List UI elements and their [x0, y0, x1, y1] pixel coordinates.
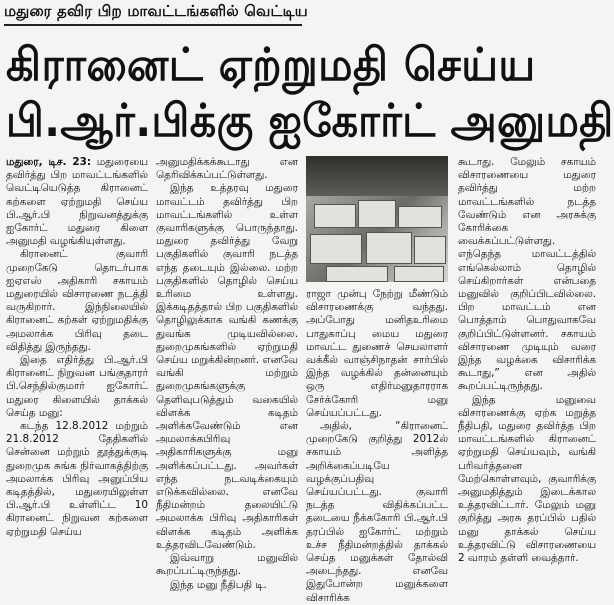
kicker-underline	[4, 24, 302, 26]
kicker: மதுரை தவிர பிற மாவட்டங்களில் வெட்டிய	[4, 2, 308, 20]
paragraph: ராஜா முன்பு நேற்று மீண்டும் விசாரணைக்கு வந்தது. அப்போது மனிதஉரிமை பாதுகாப்பு மைய மதுரை மாவட்ட துணைச் செயலாளர் வக்கீல் வாஞ்சிநாதன் சார்பில் இந்த வழக்கில் தன்னையும் ஒரு எதிர்மனுதாரராக சேர்க்கோரி மனு செய்யப்பட்டது.	[306, 288, 448, 419]
headline-line-1: கிரானைட் ஏற்றுமதி செய்ய	[6, 38, 536, 91]
column-1	[6, 156, 148, 572]
paragraph: இந்த மனு நீதிபதி டி.	[170, 578, 267, 591]
column-2	[156, 156, 298, 591]
column-4	[458, 156, 596, 572]
article-body	[6, 156, 596, 604]
paragraph: கூடாது. மேலும் சகாயம் விசாரணையை மதுரை தவிர்த்து மற்ற மாவட்டங்களில் நடத்த வேண்டும் என அரசுக்கு கோரிக்கை வைக்கப்பட்டுள்ளது. எந்தெந்த மாவட்டத்தில் எங்கெல்லாம் தொழில் செய்கிறார்கள் என்பதை மனுவில் குறிப்பிடவில்லை. பிற மாவட்டம் என பொத்தாம் பொதுவாகவே குறிப்பிட்டுள்ளனர். சகாயம் விசாரணை முடியும் வரை இந்த வழக்கை விசாரிக்க கூடாது,” என அதில் கூறப்பட்டிருந்தது.	[458, 156, 596, 393]
paragraph: இந்த உத்தரவு மதுரை மாவட்டம் தவிர்த்து பிற மாவட்டங்களில் உள்ள குவாரிகளுக்கு பொருந்தாது. மதுரை தவிர்த்து வேறு பகுதிகளில் குவாரி நடத்த எந்த தடையும் இல்லை. மற்ற பகுதிகளில் தொழில் செய்ய உரிமை உள்ளது. இக்கடிதத்தால் பிற பகுதிகளில் தொழிலுக்காக வங்கி கணக்கு துவங்க முடியவில்லை. துறைமுகங்களில் ஏற்றுமதி செய்ய மறுக்கின்றனர். எனவே வங்கி மற்றும் துறைமுகங்களுக்கு தெளிவுபடுத்தும் வகையில் விளக்க கடிதம் அளிக்கவேண்டும் என அமலாக்கபிரிவு அதிகாரிகளுக்கு மனு அளிக்கப்பட்டது. அவர்கள் எந்த நடவடிக்கையும் எடுக்கவில்லை. எனவே நீதிமன்றம் தலையிட்டு அமலாக்க பிரிவு அதிகாரிகள் விளக்க கடிதம் அளிக்க உத்தரவிடவேண்டும்.	[156, 182, 298, 551]
granite-blocks-photo	[306, 156, 448, 282]
paragraph: இதை எதிர்த்து பி.ஆர்.பி கிரானைட் நிறுவன பங்குதாரர் பி.செந்தில்குமார் ஐகோர்ட் மதுரை கிளையில் தாக்கல் செய்த மனு:	[6, 354, 148, 419]
paragraph: இந்த மனுவை விசாரணைக்கு ஏற்க மறுத்த நீதிபதி, மதுரை தவிர்த்த பிற மாவட்டங்களில் கிரானைட் ஏற்றுமதி செய்யவும், வங்கி பரிவர்த்தனை மேற்கொள்ளவும், குவாரிக்கு அனுமதித்தும் இடைக்கால உத்தரவிட்டார். மேலும் மனு குறித்து அரசு தரப்பில் பதில் மனு தாக்கல் செய்ய உத்தரவிட்டு விசாரணையை 2 வாரம் தள்ளி வைத்தார்.	[458, 393, 596, 565]
paragraph	[6, 156, 148, 248]
column-3	[306, 288, 448, 604]
headline-line-2: பி.ஆர்.பிக்கு ஐகோர்ட் அனுமதி	[6, 94, 614, 147]
paragraph: இவ்வாறு மனுவில் கூறப்பட்டிருந்தது.	[156, 552, 298, 578]
paragraph: கடந்த 12.8.2012 மற்றும் 21.8.2012 தேதிகளில் சென்னை மற்றும் தூத்துக்குடி துறைமுக சுங்க நிர்வாகத்திற்கு அமலாக்க பிரிவு அனுப்பிய கடிதத்தில், மதுரையிலுள்ள பி.ஆர்.பி உள்ளிட்ட 10 கிரானைட் நிறுவன கற்களை ஏற்றுமதி செய்ய	[6, 420, 148, 538]
paragraph: அதில், “கிரானைட் முறைகேடு குறித்து 2012ல் சகாயம் அளித்த அறிக்கைப்படியே வழக்குப்பதிவு செய்யப்பட்டது. குவாரி நடத்த விதிக்கப்பட்ட தடையை நீக்ககோரி பி.ஆர்.பி தரப்பில் ஐகோர்ட் மற்றும் உச்ச நீதிமன்றத்தில் தாக்கல் செய்த மனுக்கள் தோல்வி அடைந்தது. எனவே இதுபோன்ற மனுக்களை விசாரிக்க	[306, 420, 448, 604]
paragraph: கிரானைட் குவாரி முறைகேடு தொடர்பாக ஐஏஎஸ் அதிகாரி சகாயம் மதுரையில் விசாரணை நடத்தி வருகிறார். இந்நிலையில் கிரானைட் கற்கள் ஏற்றுமதிக்கு அமலாக்க பிரிவு தடை விதித்து இருந்தது.	[6, 248, 148, 353]
paragraph-text: மதுரையை தவிர்த்து பிற மாவட்டங்களில் வெட்டியெடுத்த கிரானைட் கற்களை ஏற்றுமதி செய்ய பி.ஆர்.பி நிறுவனத்துக்கு ஐகோர்ட் மதுரை கிளை அனுமதி வழங்கியுள்ளது.	[6, 156, 149, 248]
paragraph: அனுமதிக்கக்கூடாது என தெரிவிக்கப்பட்டுள்ளது.	[156, 156, 298, 182]
dateline: மதுரை, டிச. 23:	[6, 156, 92, 168]
